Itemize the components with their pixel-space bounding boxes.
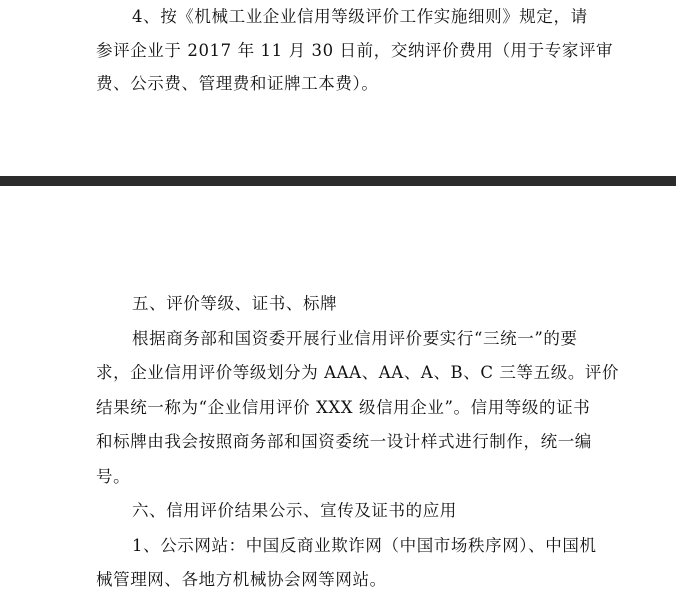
- section-5-heading: 五、评价等级、证书、标牌: [132, 294, 338, 313]
- paragraph-4-line-2: 参评企业于 2017 年 11 月 30 日前，交纳评价费用（用于专家评审: [96, 41, 614, 60]
- section-5-line-4: 和标牌由我会按照商务部和国资委统一设计样式进行制作，统一编: [96, 432, 592, 451]
- section-6-heading: 六、信用评价结果公示、宣传及证书的应用: [132, 501, 457, 520]
- document-page-top: [0, 0, 676, 176]
- page-divider: [0, 176, 676, 186]
- item-1-line-1: 1、公示网站：中国反商业欺诈网（中国市场秩序网）、中国机: [132, 536, 597, 555]
- paragraph-4-line-1: 4、按《机械工业企业信用等级评价工作实施细则》规定，请: [132, 7, 588, 26]
- document-page-bottom: [0, 186, 676, 610]
- section-5-line-1: 根据商务部和国资委开展行业信用评价要实行“三统一”的要: [132, 329, 578, 348]
- paragraph-4-line-3: 费、公示费、管理费和证牌工本费）。: [96, 74, 379, 93]
- item-1-line-2: 械管理网、各地方机械协会网等网站。: [96, 570, 387, 589]
- section-5-line-3: 结果统一称为“企业信用评价 XXX 级信用企业”。信用等级的证书: [96, 398, 591, 417]
- section-5-line-5: 号。: [96, 467, 131, 486]
- section-5-line-2: 求，企业信用评价等级划分为 AAA、AA、A、B、C 三等五级。评价: [96, 363, 620, 382]
